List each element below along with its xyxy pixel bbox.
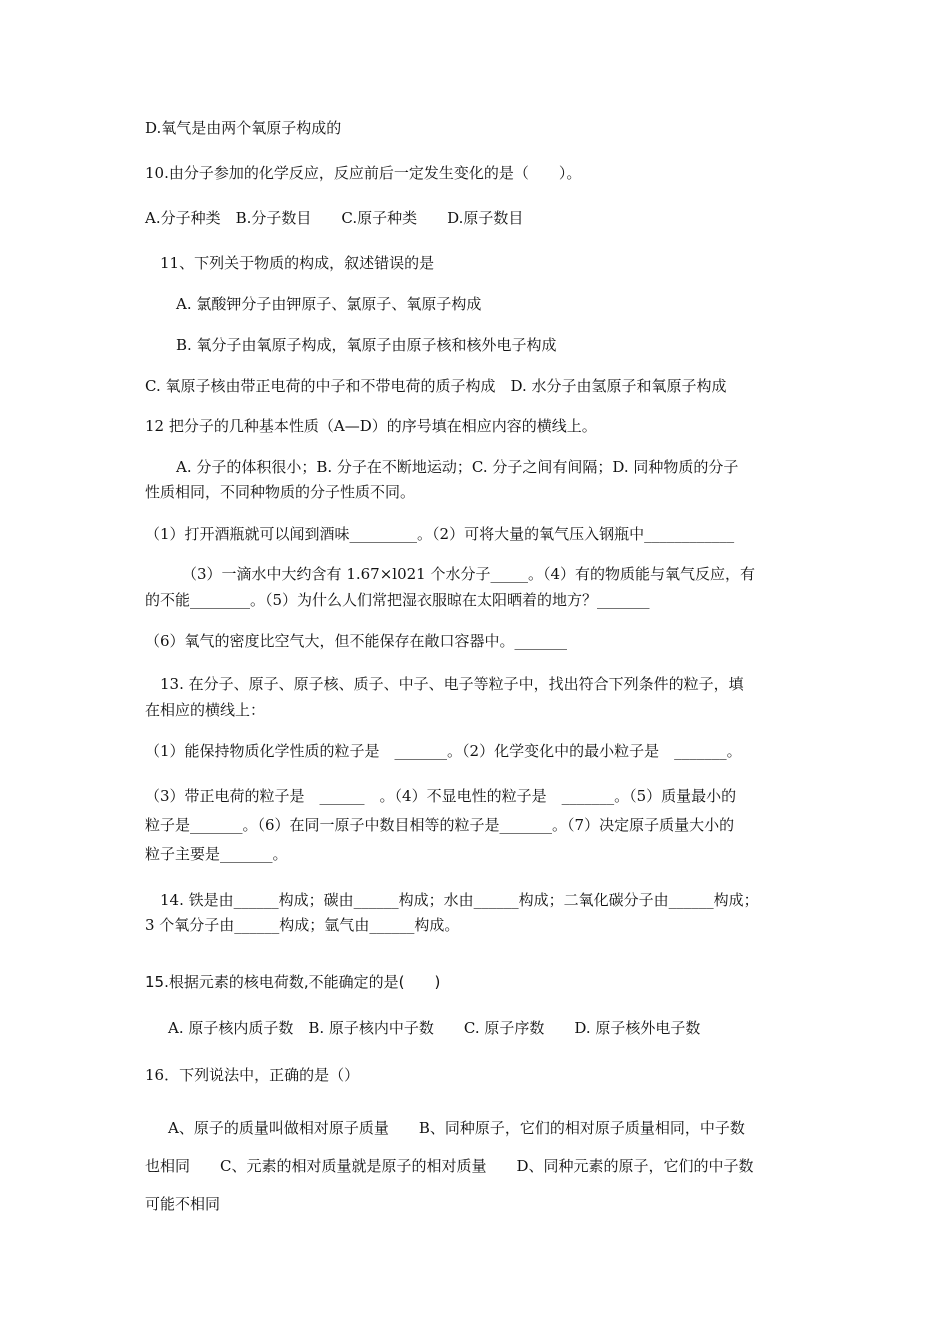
q11-option-a: A. 氯酸钾分子由钾原子、氯原子、氧原子构成 xyxy=(176,295,482,313)
q13-blank-5-7: 粒子是_______。（6）在同一原子中数目相等的粒子是_______。（7）决定原子质量大小的 xyxy=(145,816,735,834)
q13-stem-line1: 13. 在分子、原子、原子核、质子、中子、电子等粒子中，找出符合下列条件的粒子，填 xyxy=(160,675,744,693)
q12-blank-4-5: 的不能________。（5）为什么人们常把湿衣服晾在太阳晒着的地方？_______ xyxy=(145,591,650,609)
q12-properties-line2: 性质相同，不同种物质的分子性质不同。 xyxy=(145,483,416,501)
q13-blank-7: 粒子主要是_______。 xyxy=(145,845,288,863)
q16-options-line3: 可能不相同 xyxy=(145,1195,221,1213)
q11-options-cd: C. 氧原子核由带正电荷的中子和不带电荷的质子构成 D. 水分子由氢原子和氧原子构成 xyxy=(145,377,727,395)
q10-stem: 10.由分子参加的化学反应，反应前后一定发生变化的是（ ）。 xyxy=(145,164,582,182)
q10-options: A.分子种类 B.分子数目 C.原子种类 D.原子数目 xyxy=(145,209,524,227)
q15-stem: 15.根据元素的核电荷数,不能确定的是( ) xyxy=(145,973,441,991)
q14-line2: 3 个氧分子由______构成；氩气由______构成。 xyxy=(145,916,460,934)
q11-stem: 11、下列关于物质的构成，叙述错误的是 xyxy=(160,254,435,272)
q13-blank-1-2: （1）能保持物质化学性质的粒子是 _______。（2）化学变化中的最小粒子是 _______。 xyxy=(145,742,742,760)
q15-options: A. 原子核内质子数 B. 原子核内中子数 C. 原子序数 D. 原子核外电子数 xyxy=(168,1019,701,1037)
q13-stem-line2: 在相应的横线上： xyxy=(145,701,266,719)
q16-options-line1: A、原子的质量叫做相对原子质量 B、同种原子，它们的相对原子质量相同，中子数 xyxy=(168,1119,745,1137)
q16-stem: 16．下列说法中，正确的是（） xyxy=(145,1066,360,1084)
q14-line1: 14. 铁是由______构成；碳由______构成；水由______构成；二氧化碳分子由______构成； xyxy=(160,891,759,909)
q12-blank-1-2: （1）打开酒瓶就可以闻到酒味_________。（2）可将大量的氧气压入钢瓶中____________ xyxy=(145,525,735,543)
q12-blank-3-4: （3）一滴水中大约含有 1.67×l021 个水分子_____。（4）有的物质能与氧气反应，有 xyxy=(182,565,756,583)
q12-properties-line1: A. 分子的体积很小；B. 分子在不断地运动；C. 分子之间有间隔；D. 同种物质的分子 xyxy=(176,458,739,476)
q12-blank-6: （6）氧气的密度比空气大，但不能保存在敞口容器中。_______ xyxy=(145,632,568,650)
q12-stem: 12 把分子的几种基本性质（A—D）的序号填在相应内容的横线上。 xyxy=(145,417,597,435)
q13-blank-3-5: （3）带正电荷的粒子是 ______ 。（4）不显电性的粒子是 _______。（5）质量最小的 xyxy=(145,787,737,805)
q16-options-line2: 也相同 C、元素的相对质量就是原子的相对质量 D、同种元素的原子，它们的中子数 xyxy=(145,1157,754,1175)
q9-option-d: D.氧气是由两个氧原子构成的 xyxy=(145,119,342,137)
q11-option-b: B. 氧分子由氧原子构成，氧原子由原子核和核外电子构成 xyxy=(176,336,557,354)
